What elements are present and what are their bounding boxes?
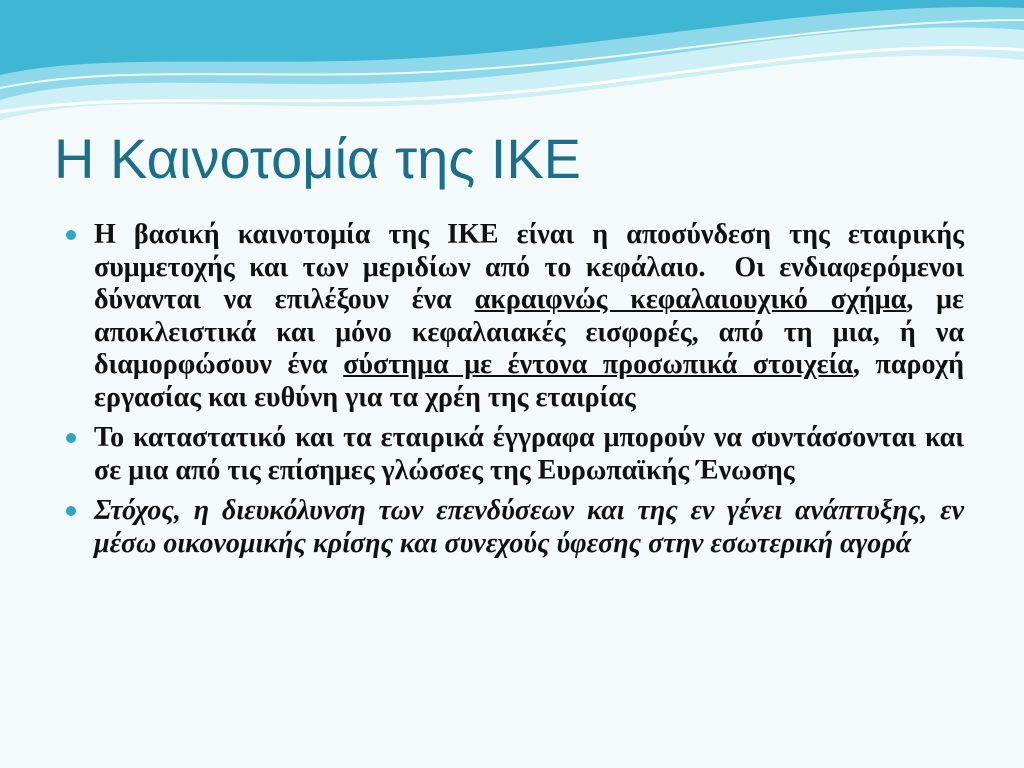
slide-title: Η Καινοτομία της ΙΚΕ — [54, 127, 582, 190]
bullet-dot-icon — [66, 230, 76, 240]
bullet-1-underline-2: σύστημα με έντονα προσωπικά στοιχεία — [343, 349, 853, 380]
bullet-dot-icon — [66, 433, 76, 443]
bullet-1-part-1: Η βασική καινοτομία της ΙΚΕ είναι η αποσύνδεση της εταιρικής συμμετοχής και των μεριδίων από το κεφάλαιο. Οι ενδιαφερόμενοι δύνανται να επιλέξουν ένα — [94, 219, 964, 315]
bullet-1-part-3: , παροχή εργασίας και ευθύνη για τα χρέη της εταιρίας — [94, 349, 964, 413]
bullet-3-text: Στόχος, η διευκόλυνση των επενδύσεων και της εν γένει ανάπτυξης, εν μέσω οικονομικής κρίσης και συνεχούς ύφεσης στην εσωτερική αγορά — [94, 495, 964, 559]
bullet-item-innovation — [64, 219, 964, 414]
bullet-item-statute — [64, 422, 964, 487]
bullet-dot-icon — [66, 506, 76, 516]
bullet-list — [64, 219, 964, 568]
bullet-1-underline-1: ακραιφνώς κεφαλαιουχικό σχήμα — [474, 284, 907, 315]
bullet-2-text: Το καταστατικό και τα εταιρικά έγγραφα μπορούν να συντάσσονται και σε μια από τις επίσημες γλώσσες της Ευρωπαϊκής Ένωσης — [94, 422, 964, 486]
bullet-1-part-2: , με αποκλειστικά και μόνο κεφαλαιακές εισφορές, από τη μια, ή να διαμορφώσουν ένα — [94, 284, 964, 380]
bullet-item-goal — [64, 495, 964, 560]
